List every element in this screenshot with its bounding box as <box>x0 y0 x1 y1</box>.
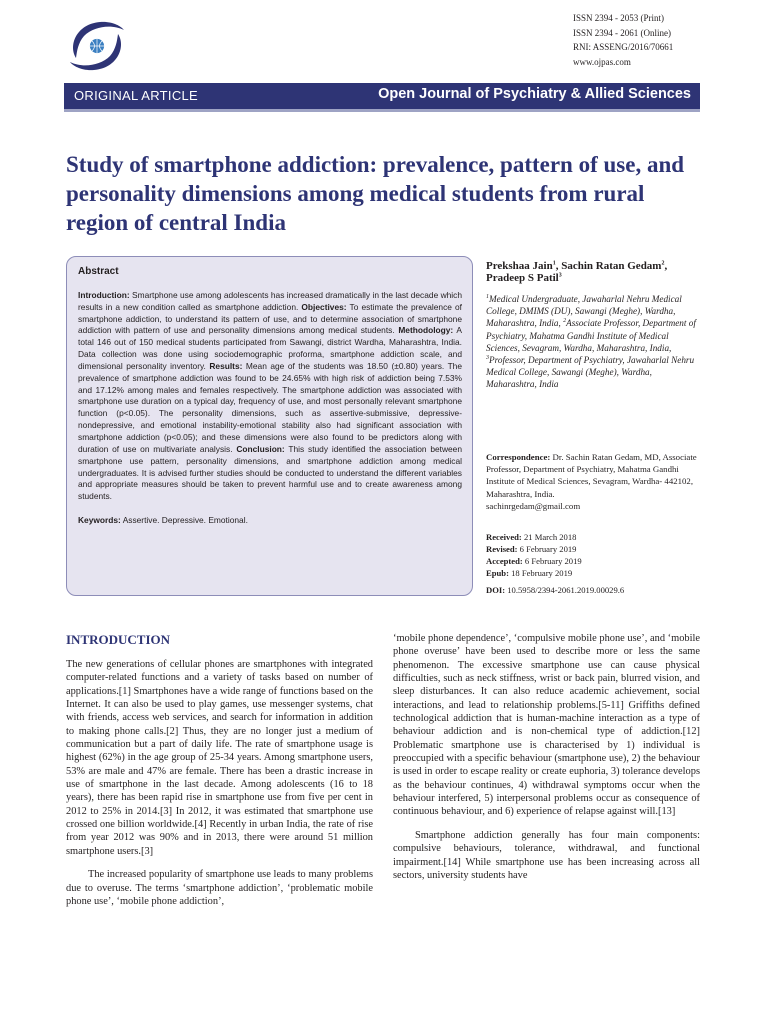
issn-print: ISSN 2394 - 2053 (Print) <box>573 13 665 23</box>
abstract-intro-label: Introduction: <box>78 289 130 300</box>
author-name: Sachin Ratan Gedam <box>561 260 662 272</box>
article-dates <box>486 531 704 596</box>
author-sup: 3 <box>558 272 562 279</box>
correspondence-text: Dr. Sachin Ratan Gedam, MD, Associate Professor, Department of Psychiatry, Mahatma Gandhi Institute of Medical Sciences, Sevagram, Wardha- 442102, Maharashtra, India. <box>486 452 697 499</box>
journal-name: Open Journal of Psychiatry & Allied Sciences <box>378 86 691 102</box>
abstract-intro-text: Smartphone use among adolescents has increased dramatically in the last decade which results in a new condition called as smartphone addiction. <box>78 289 462 312</box>
accepted-label: Accepted: <box>486 556 523 567</box>
body-column-left <box>66 632 373 908</box>
abstract-body <box>78 290 462 503</box>
doi-label: DOI: <box>486 585 506 596</box>
abstract-objectives-text: To estimate the prevalence of smartphone addiction, to understand its pattern of use, and to determine association of smartphone addiction with pattern of use and personality dimensions among medical students. <box>78 301 463 336</box>
body-paragraph: The new generations of cellular phones are smartphones with integrated computer-related functions and a variety of tasks based on number of applications.[1] Smartphones have a wide range of functions based on the Internet. It can also be used to play games, use messenger systems, chat with friends, access web services, and search for information in addition to making phone calls.[2] Thus, they are no longer just a medium of communication but a part of daily life. The rate of smartphone usage is highest (62%) in the age group of 25-34 years. Among smartphone users, 53% are male and 47% are female. There has been a drastic increase in use of smartphone in the last decade. Among adolescents (16 to 18 years), there has been rapid rise in smartphone use from five per cent in 2012 to 25% in 2014.[3] In 2012, it was estimated that smartphone use crossed one billion worldwide.[4] Recently in urban India, the rate of rise from year 2012 was 90% and in 2013, there were around 51 million smartphone users.[3] <box>66 659 373 857</box>
affiliation-3: Professor, Department of Psychiatry, Jawaharlal Nehru Medical College, Sawangi (Meghe), Wardha, Maharashtra, India <box>486 355 695 390</box>
body-paragraph: Smartphone addiction generally has four main components: compulsive behaviours, tolerance, withdrawal, and functional impairment.[14] While smartphone use has been increasing across all sectors, university students have <box>393 829 700 881</box>
accepted-date: 6 February 2019 <box>522 556 582 567</box>
correspondence <box>486 451 704 512</box>
received-date: 21 March 2018 <box>521 532 577 542</box>
keywords <box>78 515 462 527</box>
body-paragraph: The increased popularity of smartphone use leads to many problems due to overuse. The terms ‘smartphone addiction’, ‘problematic mobile phone use’, ‘mobile phone addiction’, <box>66 869 373 907</box>
issn-block <box>573 11 693 69</box>
introduction-heading: INTRODUCTION <box>66 632 171 647</box>
author-sup: 1 <box>552 260 556 267</box>
author-name: Prekshaa Jain <box>486 260 553 272</box>
keywords-text: Assertive. Depressive. Emotional. <box>120 515 248 526</box>
affiliations <box>486 293 704 391</box>
journal-banner <box>64 83 700 112</box>
journal-website-link[interactable]: www.ojpas.com <box>573 56 631 67</box>
author-name: Pradeep S Patil <box>486 272 559 284</box>
article-title: Study of smartphone addiction: prevalence, pattern of use, and personality dimensions among medical students from rural region of central India <box>66 152 685 235</box>
affiliation-1: Medical Undergraduate, Jawaharlal Nehru Medical College, DMIMS (DU), Sawangi (Meghe), Wardha, Maharashtra, India, <box>486 294 682 329</box>
epub-date: 18 February 2019 <box>508 568 573 579</box>
abstract-objectives-label: Objectives: <box>301 301 347 312</box>
rni-number: RNI: ASSENG/2016/70661 <box>573 42 674 52</box>
abstract-heading: Abstract <box>78 266 119 277</box>
epub-label: Epub: <box>486 568 509 579</box>
affiliation-2: Associate Professor, Department of Psychiatry, Mahatma Gandhi Institute of Medical Sciences, Sevagram, Wardha, Maharashtra, India, <box>486 318 696 353</box>
section-label: ORIGINAL ARTICLE <box>74 88 199 103</box>
author-sep: , <box>555 260 562 272</box>
author-sep: , <box>664 260 668 272</box>
body-column-right <box>393 632 700 882</box>
abstract-box <box>66 256 473 596</box>
keywords-label: Keywords: <box>78 515 121 526</box>
revised-date: 6 February 2019 <box>517 544 577 555</box>
abstract-results-text: Mean age of the students was 18.50 (±0.80) years. The prevalence of smartphone addiction was found to be 24.65% with high risk of addiction being 7.53% and 17.12% among males and females respectively. The smartphone addiction was associated with smartphone use duration on a typical day, frequency of use, and most personally relevant smartphone function (p<0.05). The personality dimensions, such as assertive-submissive, depressive-nondepressive, and emotional instability-emotional stability also had significant association with smartphone addiction (p<0.05); and these dimensions were also found to be predictors along with duration of use on multivariate analysis. <box>78 360 462 454</box>
abstract-methodology-text: A total 146 out of 150 medical students participated from Sawangi, district Wardha, Maharashtra, India. Data collection was done using sociodemographic proforma, smartphone addiction scale, and dimensional personality inventory. <box>78 325 462 371</box>
affiliation-sup: 1 <box>486 293 489 300</box>
journal-logo <box>66 18 128 74</box>
abstract-methodology-label: Methodology: <box>398 325 454 336</box>
revised-label: Revised: <box>486 544 518 555</box>
doi-link[interactable]: 10.5958/2394-2061.2019.00029.6 <box>505 585 625 596</box>
author-list <box>486 260 706 284</box>
correspondence-label: Correspondence: <box>486 452 551 462</box>
abstract-conclusion-text: This study identified the association between smartphone use pattern, personality dimensions, and smartphone addiction among medical undergraduates. It is advised further studies should be conducted to understand the different variables and appropriate measures should be taken to prevent harmful use and to create awareness among students. <box>78 443 462 502</box>
received-label: Received: <box>486 532 522 542</box>
affiliation-sup: 2 <box>563 318 567 325</box>
affiliation-sup: 3 <box>486 354 489 361</box>
body-paragraph: ‘mobile phone dependence’, ‘compulsive mobile phone use’, and ‘mobile phone overuse’ have been used to describe more or less the same phenomenon. The excessive smartphone use can cause physical difficulties, such as neck stiffness, wrist or back pain, blurred vision, and sleep disturbances. It can also reduce academic achievement, social interactions, and lead to relationship problems.[5-11] Griffiths defined technological addiction that is human-machine interaction as a type of behaviour addiction and is non-chemical type of addiction.[12] Problematic smartphone use is characterised by 1) individual is preoccupied with a specific behaviour (smartphone use), 2) the behaviour is used in order to escape reality or create euphoria, 3) tolerance develops as the behaviour continues, 4) withdrawal symptoms occur when the behaviour interfered, 5) interpersonal problems occur as consequence of continuous behaviour, and 6) experience of relapse against will.[13] <box>393 633 700 818</box>
issn-online: ISSN 2394 - 2061 (Online) <box>573 27 671 38</box>
correspondence-email-link[interactable]: sachinrgedam@gmail.com <box>486 500 581 511</box>
abstract-conclusion-label: Conclusion: <box>236 443 285 454</box>
abstract-results-label: Results: <box>209 360 243 371</box>
author-sup: 2 <box>661 260 665 267</box>
